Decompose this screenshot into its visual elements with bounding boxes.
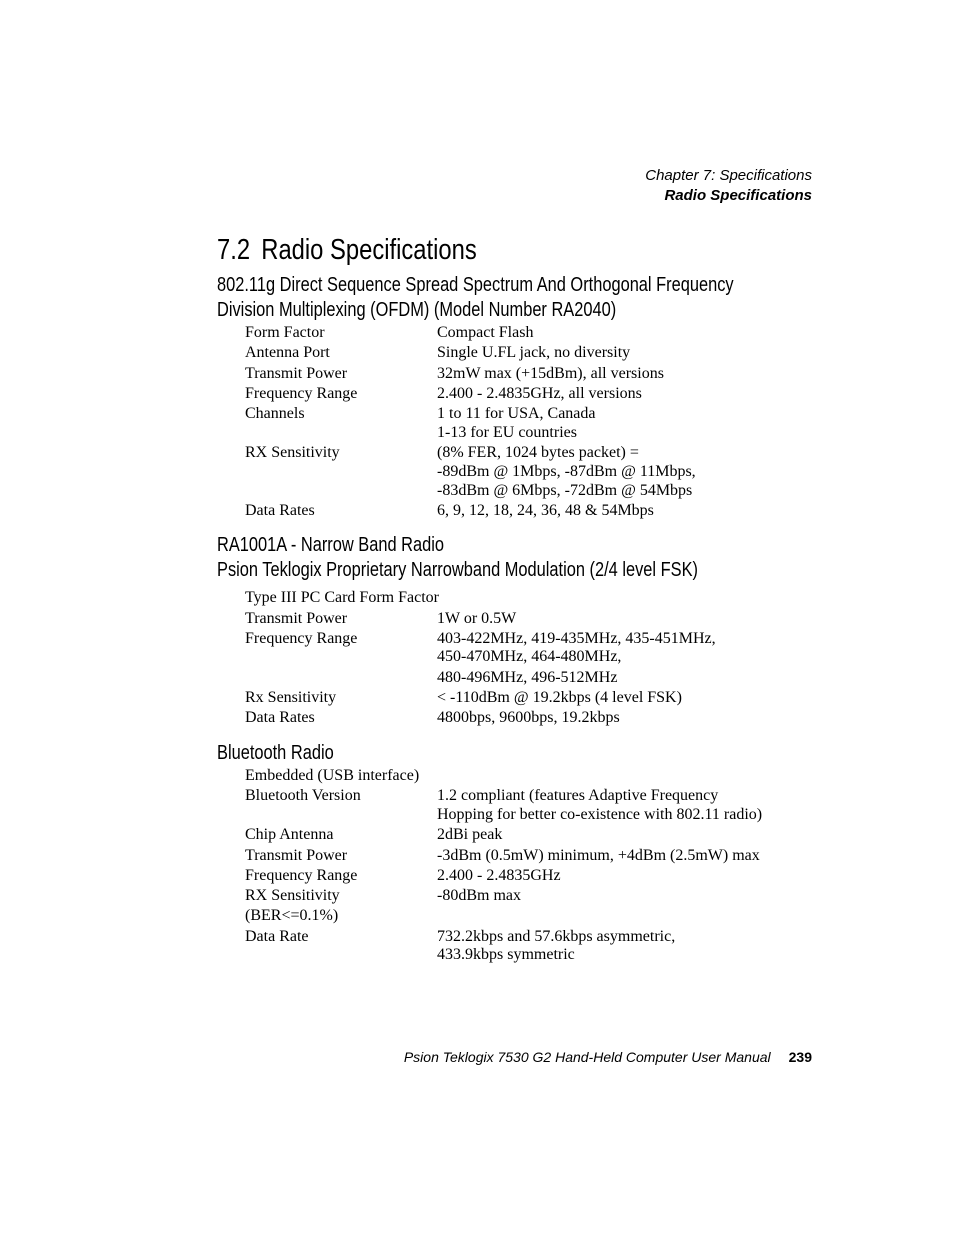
- section-number: 7.2: [217, 234, 251, 266]
- page-number: 239: [788, 1049, 812, 1065]
- running-header-chapter: Chapter 7: Specifications: [645, 167, 812, 184]
- heading-narrowband-line1: RA1001A - Narrow Band Radio: [217, 533, 444, 556]
- spec-value: 1W or 0.5W: [437, 610, 517, 627]
- page-title: [217, 232, 477, 268]
- running-header-section: Radio Specifications: [664, 187, 812, 204]
- spec-value: -83dBm @ 6Mbps, -72dBm @ 54Mbps: [437, 482, 693, 499]
- spec-value: Hopping for better co-existence with 802.11 radio): [437, 806, 763, 823]
- spec-value: 1 to 11 for USA, Canada: [437, 405, 596, 422]
- spec-label: Frequency Range: [245, 867, 358, 884]
- spec-value: 433.9kbps symmetric: [437, 946, 575, 963]
- spec-value: 4800bps, 9600bps, 19.2kbps: [437, 709, 620, 726]
- spec-label: Transmit Power: [245, 610, 348, 627]
- spec-label: Channels: [245, 405, 305, 422]
- heading-narrowband-line2: Psion Teklogix Proprietary Narrowband Modulation (2/4 level FSK): [217, 558, 698, 581]
- spec-label: Bluetooth Version: [245, 787, 361, 804]
- spec-label: RX Sensitivity: [245, 887, 340, 904]
- spec-label: (BER<=0.1%): [245, 907, 339, 924]
- spec-value: (8% FER, 1024 bytes packet) =: [437, 444, 639, 461]
- spec-value: 450-470MHz, 464-480MHz,: [437, 648, 622, 665]
- page-footer: [404, 1047, 812, 1067]
- spec-value: < -110dBm @ 19.2kbps (4 level FSK): [437, 689, 682, 706]
- spec-label: Data Rates: [245, 502, 315, 519]
- spec-label: Data Rates: [245, 709, 315, 726]
- spec-value: -80dBm max: [437, 887, 521, 904]
- spec-value: 403-422MHz, 419-435MHz, 435-451MHz,: [437, 630, 716, 647]
- spec-value: 2dBi peak: [437, 826, 503, 843]
- spec-label: Form Factor: [245, 324, 325, 341]
- spec-value: -89dBm @ 1Mbps, -87dBm @ 11Mbps,: [437, 463, 696, 480]
- manual-title: Psion Teklogix 7530 G2 Hand-Held Computer User Manual: [403, 1049, 771, 1065]
- spec-label: Rx Sensitivity: [245, 689, 337, 706]
- spec-value: 32mW max (+15dBm), all versions: [437, 365, 664, 382]
- spec-label: Type III PC Card Form Factor: [245, 589, 439, 606]
- heading-wlan-line2: Division Multiplexing (OFDM) (Model Number RA2040): [217, 298, 617, 321]
- spec-label: Frequency Range: [245, 630, 358, 647]
- spec-label: Transmit Power: [245, 365, 348, 382]
- spec-value: 480-496MHz, 496-512MHz: [437, 669, 618, 686]
- heading-wlan-line1: 802.11g Direct Sequence Spread Spectrum And Orthogonal Frequency: [217, 273, 734, 296]
- spec-value: Compact Flash: [437, 324, 534, 341]
- spec-label: RX Sensitivity: [245, 444, 340, 461]
- spec-label: Embedded (USB interface): [245, 767, 420, 784]
- spec-value: -3dBm (0.5mW) minimum, +4dBm (2.5mW) max: [437, 847, 760, 864]
- spec-value: 732.2kbps and 57.6kbps asymmetric,: [437, 928, 676, 945]
- spec-label: Chip Antenna: [245, 826, 334, 843]
- section-title: Radio Specifications: [261, 234, 477, 266]
- spec-label: Antenna Port: [245, 344, 330, 361]
- spec-value: 1.2 compliant (features Adaptive Frequency: [437, 787, 719, 804]
- spec-value: 2.400 - 2.4835GHz: [437, 867, 561, 884]
- spec-value: Single U.FL jack, no diversity: [437, 344, 631, 361]
- spec-label: Frequency Range: [245, 385, 358, 402]
- heading-bluetooth: Bluetooth Radio: [217, 741, 334, 764]
- spec-label: Transmit Power: [245, 847, 348, 864]
- spec-value: 1-13 for EU countries: [437, 424, 577, 441]
- spec-value: 2.400 - 2.4835GHz, all versions: [437, 385, 642, 402]
- spec-value: 6, 9, 12, 18, 24, 36, 48 & 54Mbps: [437, 502, 654, 519]
- spec-label: Data Rate: [245, 928, 309, 945]
